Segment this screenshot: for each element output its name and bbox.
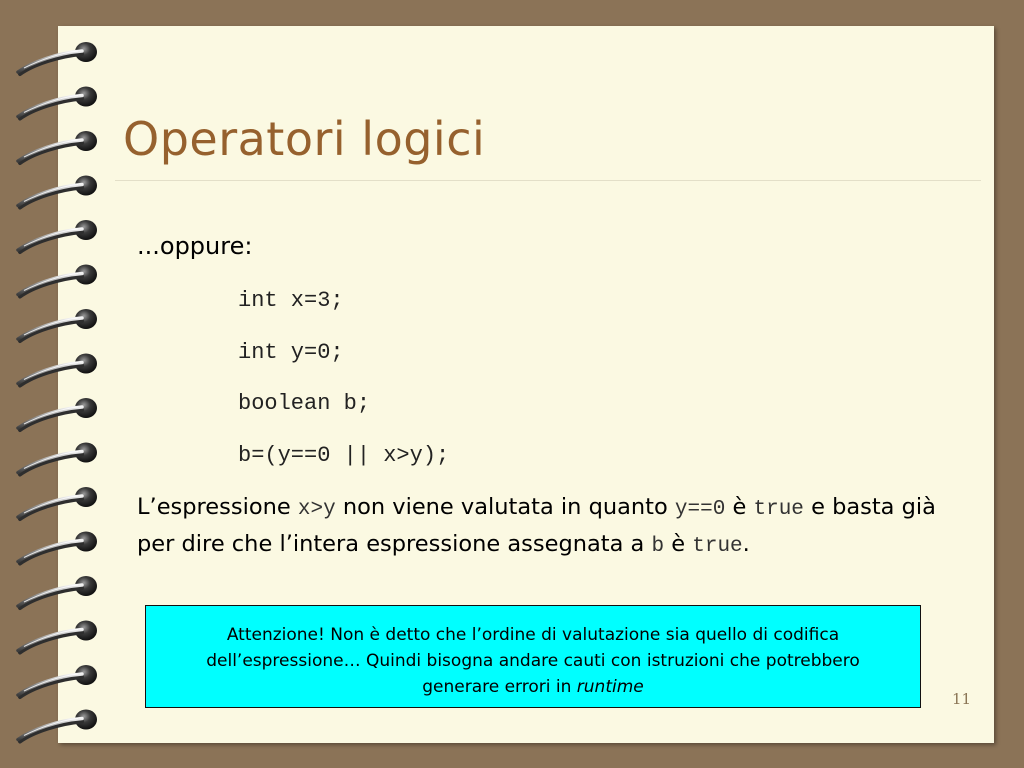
paragraph-text: L’espressione <box>137 494 298 520</box>
binding-ring <box>18 42 97 74</box>
code-line: b=(y==0 || x>y); <box>238 443 450 468</box>
binding-ring <box>18 665 97 697</box>
binding-ring <box>18 532 97 564</box>
binding-ring <box>18 176 97 208</box>
slide-title: Operatori logici <box>123 112 486 166</box>
page-number: 11 <box>952 690 972 708</box>
inline-code: true <box>692 535 743 558</box>
paragraph-text: . <box>742 531 750 557</box>
warning-emphasis: runtime <box>576 677 644 697</box>
paragraph-text: e basta già per dire che l’intera espressione assegnata a <box>137 494 936 557</box>
binding-ring <box>18 710 97 742</box>
warning-text: Attenzione! Non è detto che l’ordine di valutazione sia quello di codifica dell’espressione… Quindi bisogna andare cauti con istruzioni che potrebbero generare errori in <box>206 625 860 697</box>
paragraph-text: è <box>664 531 693 557</box>
title-divider <box>115 180 981 181</box>
binding-ring <box>18 220 97 252</box>
explanation-paragraph <box>137 490 937 564</box>
binding-ring <box>18 131 97 163</box>
inline-code: true <box>753 498 804 521</box>
spiral-binding <box>0 0 110 768</box>
binding-ring <box>18 265 97 297</box>
binding-ring <box>18 87 97 119</box>
inline-code: y==0 <box>674 498 726 521</box>
paragraph-text: non viene valutata in quanto <box>335 494 675 520</box>
binding-ring <box>18 443 97 475</box>
code-line: boolean b; <box>238 391 371 416</box>
inline-code: b <box>651 535 665 558</box>
binding-ring <box>18 621 97 653</box>
subheading: ...oppure: <box>137 232 253 260</box>
binding-ring <box>18 398 97 430</box>
paragraph-text: è <box>725 494 754 520</box>
code-line: int y=0; <box>238 340 344 365</box>
code-line: int x=3; <box>238 288 344 313</box>
binding-ring <box>18 487 97 519</box>
inline-code: x>y <box>297 498 336 521</box>
binding-ring <box>18 576 97 608</box>
binding-ring <box>18 309 97 341</box>
binding-ring <box>18 354 97 386</box>
warning-box <box>145 605 921 708</box>
